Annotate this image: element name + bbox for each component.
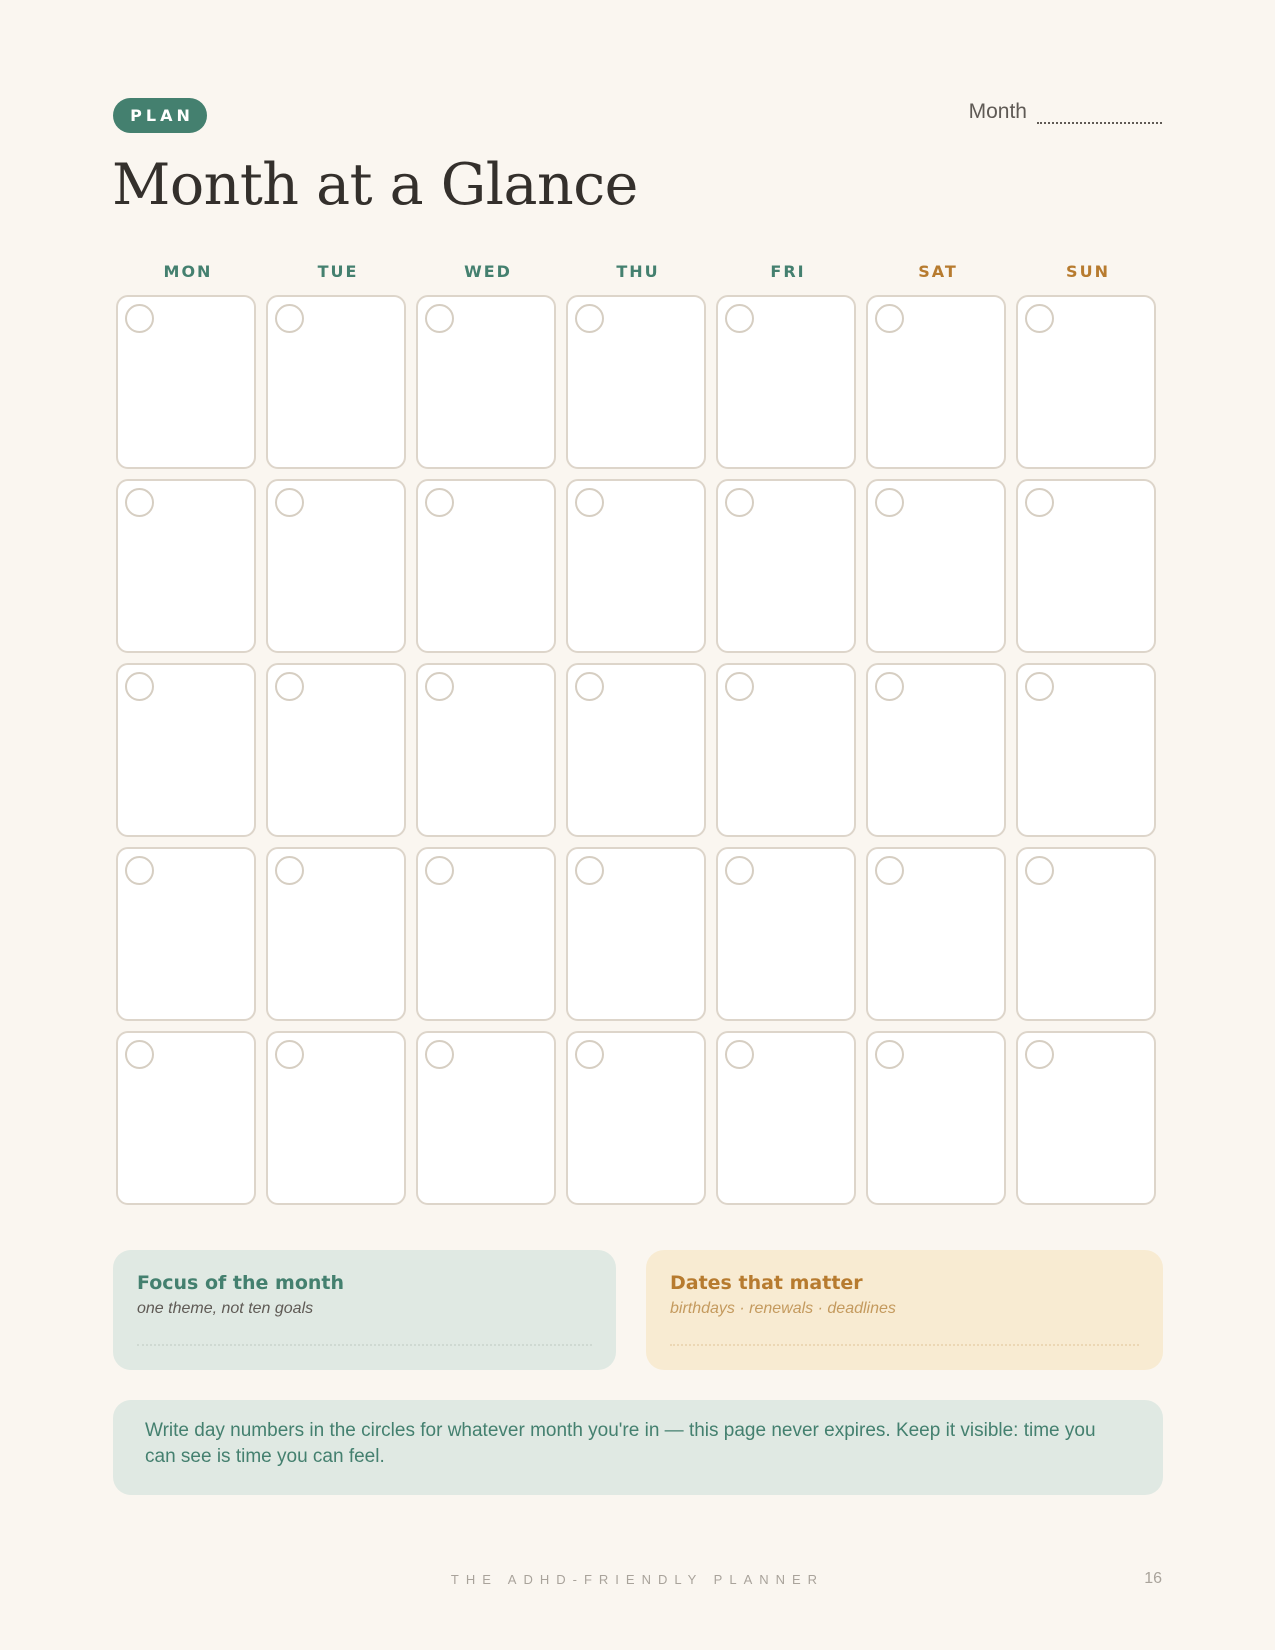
page-title: Month at a Glance	[112, 152, 638, 218]
day-cell[interactable]	[116, 1031, 256, 1205]
day-number-circle[interactable]	[725, 488, 754, 517]
day-cell[interactable]	[266, 295, 406, 469]
calendar-grid	[116, 295, 1160, 1209]
day-number-circle[interactable]	[425, 1040, 454, 1069]
day-number-circle[interactable]	[275, 488, 304, 517]
day-cell[interactable]	[566, 479, 706, 653]
day-number-circle[interactable]	[125, 488, 154, 517]
day-number-circle[interactable]	[125, 304, 154, 333]
day-cell[interactable]	[866, 1031, 1006, 1205]
day-number-circle[interactable]	[1025, 1040, 1054, 1069]
day-number-circle[interactable]	[725, 672, 754, 701]
weekday-sun: SUN	[1066, 262, 1110, 281]
weekday-fri: FRI	[770, 262, 806, 281]
day-number-circle[interactable]	[1025, 488, 1054, 517]
day-cell[interactable]	[266, 847, 406, 1021]
day-number-circle[interactable]	[425, 856, 454, 885]
day-number-circle[interactable]	[575, 488, 604, 517]
day-cell[interactable]	[716, 479, 856, 653]
weekday-thu: THU	[616, 262, 660, 281]
day-number-circle[interactable]	[725, 856, 754, 885]
weekday-wed: WED	[464, 262, 512, 281]
day-number-circle[interactable]	[1025, 672, 1054, 701]
day-cell[interactable]	[116, 295, 256, 469]
day-number-circle[interactable]	[575, 856, 604, 885]
day-number-circle[interactable]	[875, 304, 904, 333]
day-cell[interactable]	[416, 295, 556, 469]
day-number-circle[interactable]	[125, 1040, 154, 1069]
weekday-mon: MON	[163, 262, 213, 281]
month-write-line[interactable]	[1037, 102, 1162, 124]
day-number-circle[interactable]	[875, 672, 904, 701]
day-cell[interactable]	[566, 663, 706, 837]
day-number-circle[interactable]	[425, 488, 454, 517]
day-cell[interactable]	[116, 847, 256, 1021]
day-number-circle[interactable]	[875, 488, 904, 517]
weekday-header	[113, 262, 1163, 286]
day-number-circle[interactable]	[425, 672, 454, 701]
dates-subtitle: birthdays · renewals · deadlines	[670, 1300, 896, 1317]
day-cell[interactable]	[716, 663, 856, 837]
day-cell[interactable]	[716, 1031, 856, 1205]
day-cell[interactable]	[416, 1031, 556, 1205]
focus-write-line[interactable]	[137, 1344, 592, 1346]
day-cell[interactable]	[866, 295, 1006, 469]
usage-note: Write day numbers in the circles for whatever month you're in — this page never expires. Keep it visible: time you can see is time you can feel.	[113, 1400, 1163, 1495]
day-cell[interactable]	[866, 663, 1006, 837]
day-number-circle[interactable]	[425, 304, 454, 333]
dates-card	[646, 1250, 1163, 1370]
day-number-circle[interactable]	[725, 304, 754, 333]
weekday-sat: SAT	[918, 262, 958, 281]
month-label: Month	[968, 100, 1027, 123]
day-number-circle[interactable]	[275, 856, 304, 885]
page-number: 16	[1144, 1570, 1162, 1587]
day-number-circle[interactable]	[725, 1040, 754, 1069]
day-cell[interactable]	[1016, 295, 1156, 469]
day-cell[interactable]	[116, 663, 256, 837]
day-number-circle[interactable]	[275, 304, 304, 333]
footer-brand: THE ADHD-FRIENDLY PLANNER	[450, 1572, 825, 1587]
day-cell[interactable]	[566, 295, 706, 469]
day-cell[interactable]	[566, 1031, 706, 1205]
day-cell[interactable]	[416, 663, 556, 837]
day-cell[interactable]	[1016, 847, 1156, 1021]
day-number-circle[interactable]	[575, 672, 604, 701]
day-cell[interactable]	[716, 295, 856, 469]
focus-subtitle: one theme, not ten goals	[137, 1300, 314, 1317]
focus-title: Focus of the month	[137, 1272, 345, 1294]
day-number-circle[interactable]	[575, 304, 604, 333]
day-cell[interactable]	[266, 663, 406, 837]
day-cell[interactable]	[866, 479, 1006, 653]
day-cell[interactable]	[1016, 663, 1156, 837]
day-number-circle[interactable]	[875, 856, 904, 885]
day-number-circle[interactable]	[275, 672, 304, 701]
day-cell[interactable]	[266, 1031, 406, 1205]
weekday-tue: TUE	[317, 262, 359, 281]
day-cell[interactable]	[566, 847, 706, 1021]
day-cell[interactable]	[266, 479, 406, 653]
day-cell[interactable]	[866, 847, 1006, 1021]
day-number-circle[interactable]	[1025, 856, 1054, 885]
day-number-circle[interactable]	[1025, 304, 1054, 333]
day-number-circle[interactable]	[875, 1040, 904, 1069]
dates-write-line[interactable]	[670, 1344, 1139, 1346]
section-tag: PLAN	[113, 98, 207, 133]
day-cell[interactable]	[1016, 479, 1156, 653]
day-number-circle[interactable]	[125, 856, 154, 885]
dates-title: Dates that matter	[670, 1272, 863, 1294]
day-cell[interactable]	[416, 479, 556, 653]
month-field	[969, 100, 1162, 124]
day-number-circle[interactable]	[275, 1040, 304, 1069]
day-cell[interactable]	[716, 847, 856, 1021]
day-cell[interactable]	[416, 847, 556, 1021]
day-number-circle[interactable]	[575, 1040, 604, 1069]
day-number-circle[interactable]	[125, 672, 154, 701]
focus-card	[113, 1250, 616, 1370]
day-cell[interactable]	[116, 479, 256, 653]
day-cell[interactable]	[1016, 1031, 1156, 1205]
